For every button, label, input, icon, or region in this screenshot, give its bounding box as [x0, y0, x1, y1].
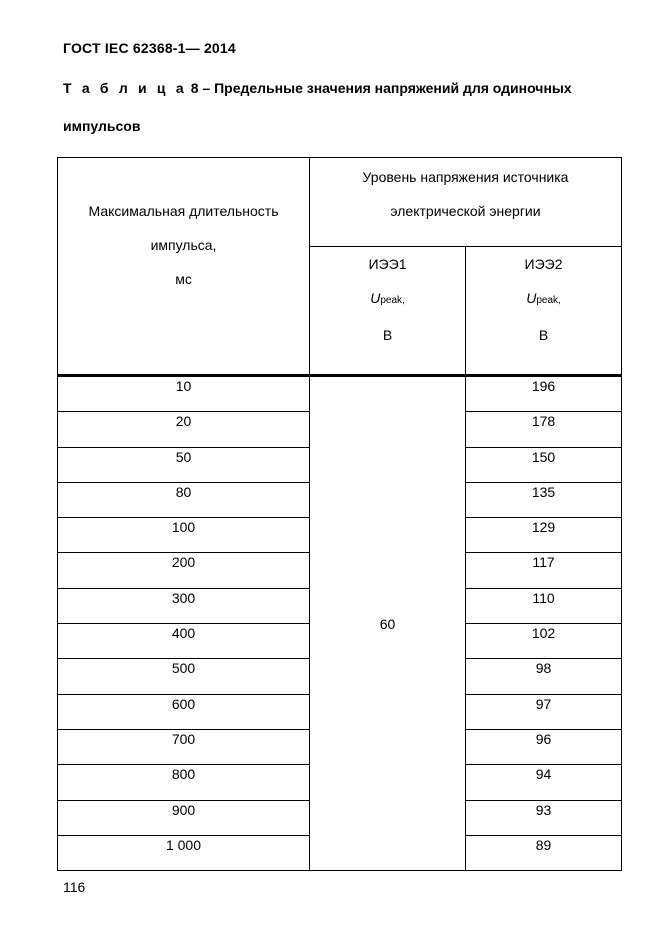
ies2-value-cell: 196 — [466, 376, 622, 412]
duration-cell: 300 — [58, 588, 310, 623]
table-caption-title: – Предельные значения напряжений для одиночных — [202, 80, 572, 96]
header-group-line: Уровень напряжения источника — [362, 169, 569, 185]
duration-cell: 900 — [58, 800, 310, 835]
table-row — [58, 376, 622, 412]
table-header-row — [58, 158, 622, 247]
ies2-value-cell: 117 — [466, 553, 622, 588]
duration-cell: 400 — [58, 624, 310, 659]
ies2-value-cell: 94 — [466, 765, 622, 800]
header-ies1-name: ИЭЭ1 — [368, 256, 407, 273]
table-caption-continued: импульсов — [63, 118, 141, 134]
header-ies2 — [466, 247, 622, 376]
header-duration-line: Максимальная длительность — [88, 203, 279, 219]
ies1-value-cell: 60 — [310, 376, 466, 871]
table-caption — [63, 80, 572, 96]
header-duration-line: импульса, — [150, 237, 217, 253]
header-group-line: электрической энергии — [390, 203, 541, 219]
header-ies2-name: ИЭЭ2 — [524, 256, 563, 273]
duration-cell: 800 — [58, 765, 310, 800]
ies2-value-cell: 129 — [466, 518, 622, 553]
header-duration-unit: мс — [175, 271, 192, 287]
header-ies1-unit: В — [382, 327, 393, 344]
ies2-value-cell: 89 — [466, 835, 622, 870]
header-ies2-symbol: Upeak, — [526, 290, 561, 307]
duration-cell: 100 — [58, 518, 310, 553]
ies2-value-cell: 96 — [466, 729, 622, 764]
ies2-value-cell: 93 — [466, 800, 622, 835]
ies2-value-cell: 178 — [466, 412, 622, 447]
duration-cell: 80 — [58, 482, 310, 517]
ies2-value-cell: 98 — [466, 659, 622, 694]
page-number: 116 — [63, 879, 86, 895]
duration-cell: 1 000 — [58, 835, 310, 870]
voltage-limits-table — [57, 157, 622, 871]
table-caption-number: 8 — [190, 80, 199, 96]
duration-cell: 700 — [58, 729, 310, 764]
header-ies1-symbol: Upeak, — [370, 290, 405, 307]
ies2-value-cell: 150 — [466, 447, 622, 482]
ies2-value-cell: 110 — [466, 588, 622, 623]
ies2-value-cell: 135 — [466, 482, 622, 517]
header-ies1 — [310, 247, 466, 376]
header-duration — [58, 158, 310, 376]
ies2-value-cell: 102 — [466, 624, 622, 659]
duration-cell: 10 — [58, 376, 310, 412]
header-voltage-group — [310, 158, 622, 247]
duration-cell: 200 — [58, 553, 310, 588]
table-caption-label: Т а б л и ц а — [63, 80, 187, 96]
header-ies2-unit: В — [538, 327, 549, 344]
duration-cell: 600 — [58, 694, 310, 729]
duration-cell: 20 — [58, 412, 310, 447]
duration-cell: 500 — [58, 659, 310, 694]
ies2-value-cell: 97 — [466, 694, 622, 729]
document-code: ГОСТ IEC 62368-1— 2014 — [63, 40, 236, 56]
duration-cell: 50 — [58, 447, 310, 482]
